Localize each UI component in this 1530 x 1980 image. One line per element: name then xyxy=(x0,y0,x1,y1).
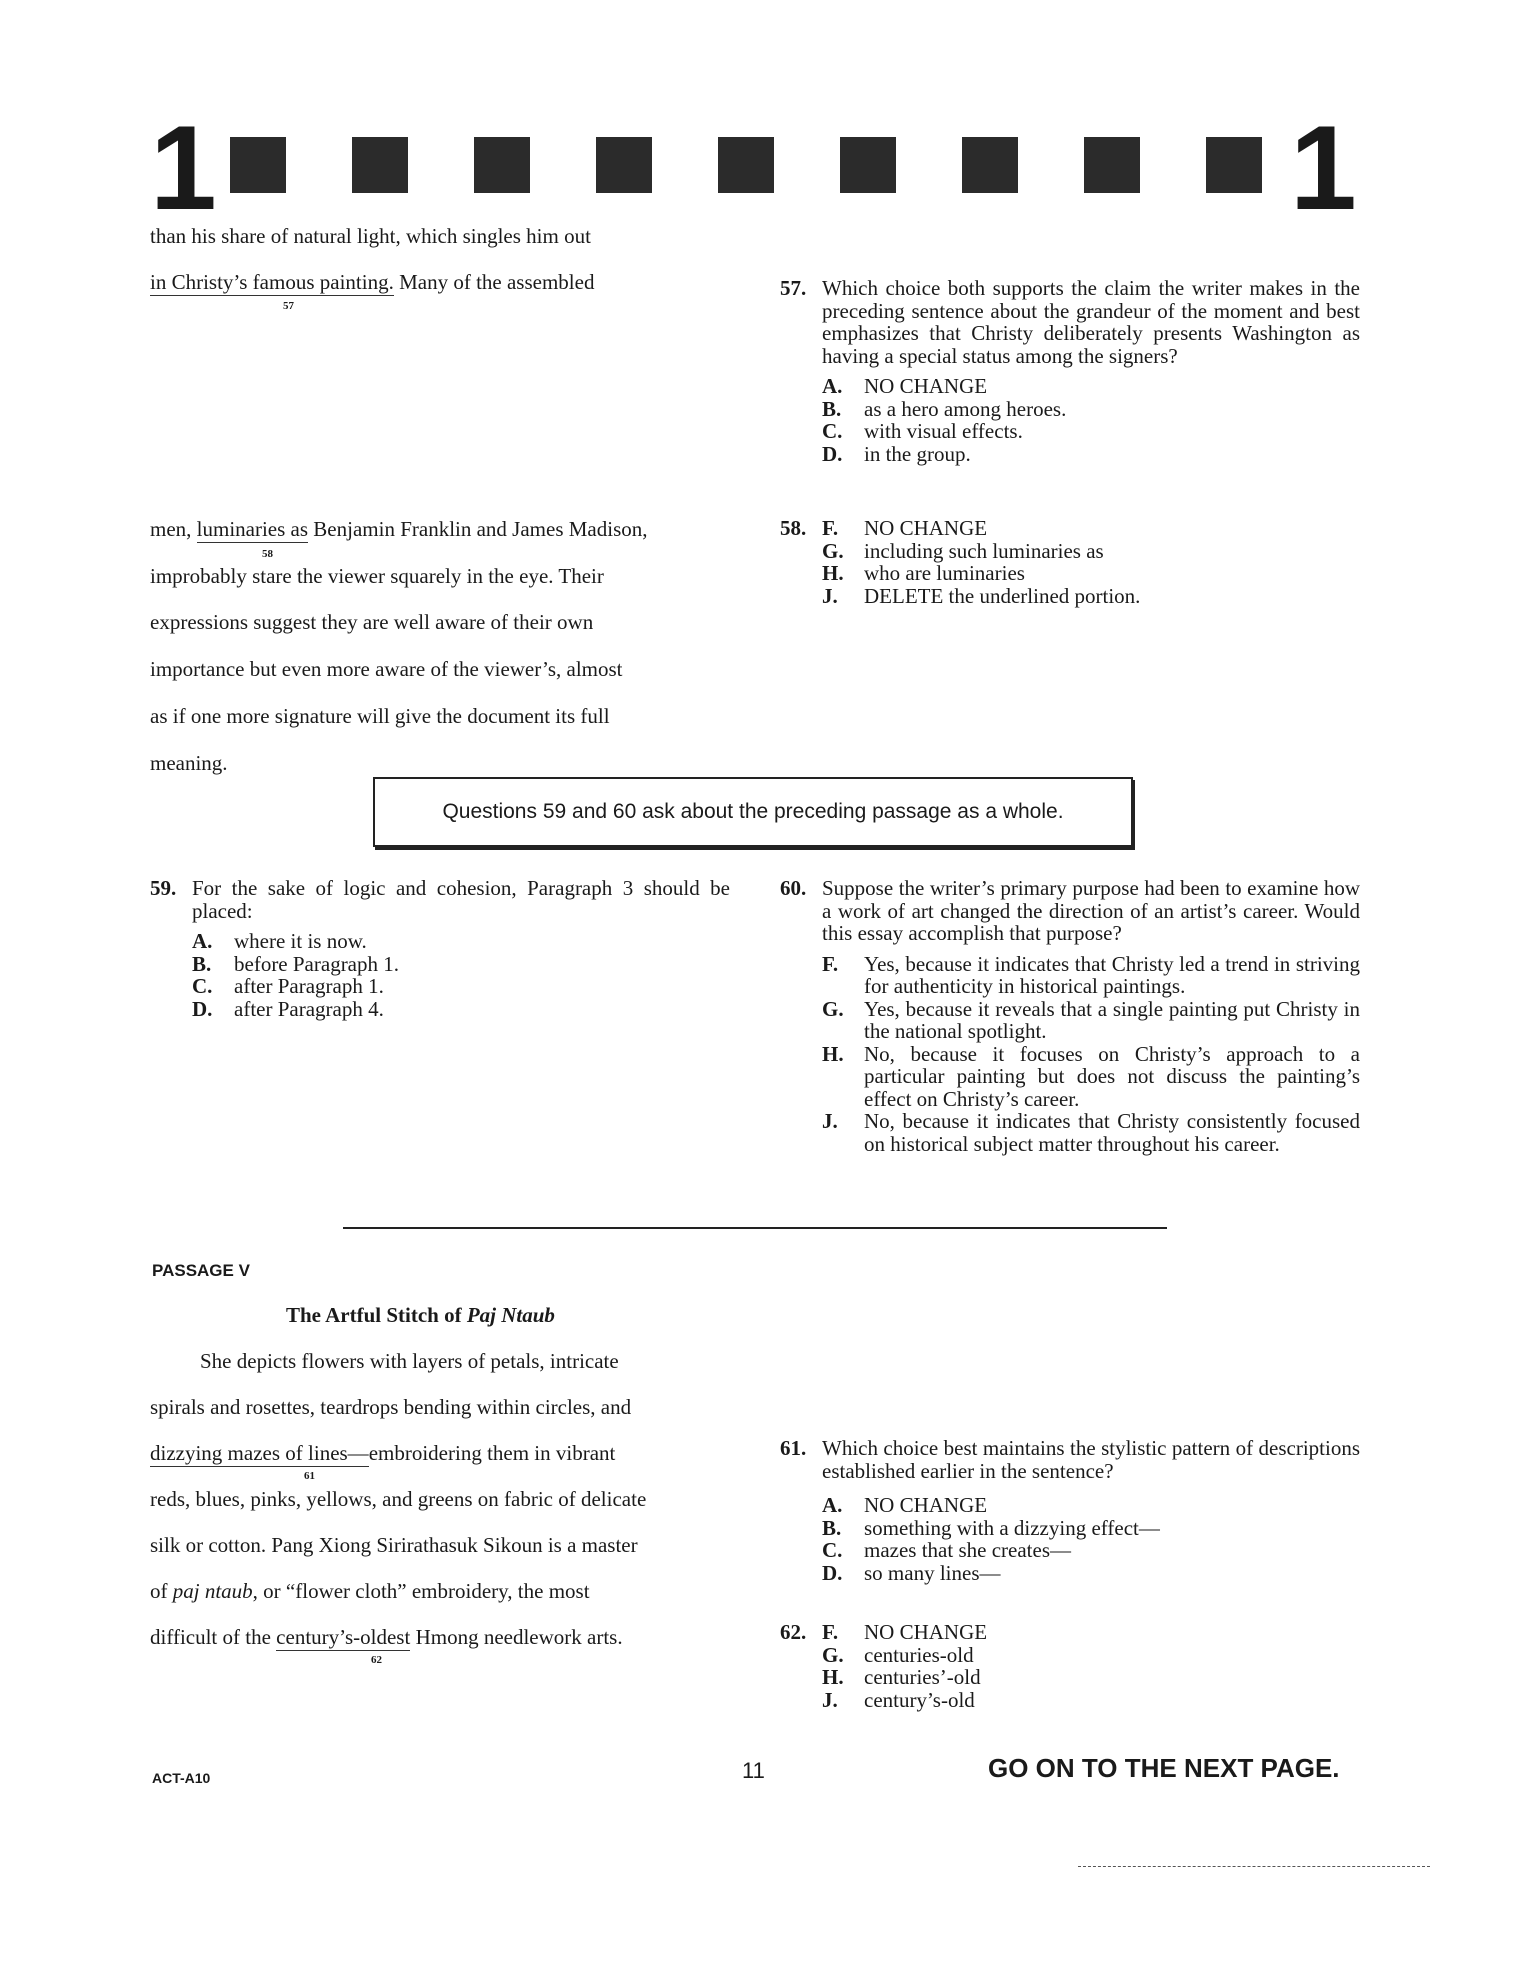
option-text: No, because it indicates that Christy consistently focused on historical subject matter throughout his career. xyxy=(864,1109,1360,1156)
question-60 xyxy=(780,877,1360,1155)
question-62 xyxy=(780,1621,1360,1711)
option-letter: B. xyxy=(822,396,842,421)
answer-options xyxy=(822,517,1360,607)
option-letter: B. xyxy=(822,1515,842,1540)
option-letter: A. xyxy=(192,929,213,953)
question-marker-62: 62 xyxy=(371,1654,382,1666)
passage-title xyxy=(286,1303,555,1328)
answer-option-b[interactable] xyxy=(822,398,1360,421)
answer-option-f[interactable] xyxy=(822,517,1360,540)
answer-option-g[interactable] xyxy=(822,540,1360,563)
option-letter: G. xyxy=(822,538,844,563)
go-on-notice: GO ON TO THE NEXT PAGE. xyxy=(988,1753,1340,1783)
option-letter: J. xyxy=(822,1687,838,1712)
header-square xyxy=(230,137,286,193)
question-stem: Which choice best maintains the stylistic pattern of descriptions established earlier in the sentence? xyxy=(822,1436,1360,1483)
answer-options xyxy=(822,953,1360,1156)
option-letter: F. xyxy=(822,1620,839,1644)
line-text: Benjamin Franklin and James Madison, xyxy=(308,517,648,541)
section-number-left: 1 xyxy=(150,101,217,235)
header-square xyxy=(596,137,652,193)
footer-rule xyxy=(1078,1866,1430,1867)
line-text: embroidering them in vibrant xyxy=(368,1441,616,1465)
answer-option-f[interactable] xyxy=(822,1621,1360,1644)
answer-option-g[interactable] xyxy=(822,1644,1360,1667)
question-57 xyxy=(780,277,1360,465)
question-number: 58. xyxy=(780,516,807,540)
passage-line xyxy=(150,1625,623,1649)
passage-line: She depicts flowers with layers of petals, intricate xyxy=(200,1349,619,1373)
passage-line: meaning. xyxy=(150,751,228,775)
question-number: 59. xyxy=(150,876,177,900)
option-text: Yes, because it reveals that a single painting put Christy in the national spotlight. xyxy=(864,996,1360,1043)
passage-line xyxy=(150,1441,615,1465)
title-italic: Paj Ntaub xyxy=(466,1303,555,1327)
header-square xyxy=(718,137,774,193)
page-number: 11 xyxy=(742,1758,765,1783)
question-stem: For the sake of logic and cohesion, Paragraph 3 should be placed: xyxy=(192,876,730,923)
passage-line: expressions suggest they are well aware of their own xyxy=(150,610,594,634)
header-square xyxy=(962,137,1018,193)
question-marker-57: 57 xyxy=(283,300,294,312)
answer-option-d[interactable] xyxy=(192,998,730,1021)
question-number: 57. xyxy=(780,276,807,300)
passage-label: PASSAGE V xyxy=(152,1261,250,1280)
form-code: ACT-A10 xyxy=(152,1770,211,1786)
option-text: including such luminaries as xyxy=(864,538,1104,563)
option-text: century’s-old xyxy=(864,1687,975,1712)
italic-term: paj ntaub xyxy=(172,1579,253,1603)
option-letter: H. xyxy=(822,561,844,585)
line-text: of xyxy=(150,1579,173,1603)
passage-line: importance but even more aware of the viewer’s, almost xyxy=(150,657,623,681)
passage-line: spirals and rosettes, teardrops bending within circles, and xyxy=(150,1395,632,1419)
line-text: , or “flower cloth” embroidery, the most xyxy=(252,1579,590,1603)
option-text: NO CHANGE xyxy=(864,1493,988,1517)
option-text: before Paragraph 1. xyxy=(234,951,400,976)
option-letter: J. xyxy=(822,583,838,608)
line-text: difficult of the xyxy=(150,1625,277,1649)
answer-option-a[interactable] xyxy=(192,930,730,953)
answer-option-b[interactable] xyxy=(822,1517,1360,1540)
underlined-portion-62: century’s-oldest xyxy=(276,1625,411,1649)
title-text: The Artful Stitch of xyxy=(286,1303,467,1327)
option-letter: D. xyxy=(822,1560,843,1585)
header-square xyxy=(474,137,530,193)
question-number: 61. xyxy=(780,1436,807,1460)
question-stem: Which choice both supports the claim the writer makes in the preceding sentence about the grandeur of the moment and best emphasizes that Christy deliberately presents Washington as having a special status among the signers? xyxy=(822,276,1360,368)
option-text: centuries-old xyxy=(864,1642,974,1667)
header-square xyxy=(1206,137,1262,193)
passage-line: improbably stare the viewer squarely in the eye. Their xyxy=(150,564,604,588)
option-text: after Paragraph 1. xyxy=(234,974,384,998)
option-text: Yes, because it indicates that Christy led a trend in striving for authenticity in historical paintings. xyxy=(864,951,1360,998)
answer-option-d[interactable] xyxy=(822,1562,1360,1585)
question-marker-61: 61 xyxy=(304,1470,315,1482)
option-text: mazes that she creates— xyxy=(864,1538,1071,1562)
option-letter: A. xyxy=(822,374,843,398)
option-text: as a hero among heroes. xyxy=(864,396,1067,421)
option-letter: J. xyxy=(822,1109,838,1133)
answer-options xyxy=(822,1494,1360,1584)
answer-options xyxy=(192,930,730,1020)
option-text: centuries’-old xyxy=(864,1665,981,1689)
option-letter: D. xyxy=(192,996,213,1021)
passage-line xyxy=(150,517,648,541)
option-text: where it is now. xyxy=(234,929,367,953)
passage-line: reds, blues, pinks, yellows, and greens on fabric of delicate xyxy=(150,1487,647,1511)
answer-option-a[interactable] xyxy=(822,375,1360,398)
answer-option-d[interactable] xyxy=(822,443,1360,466)
option-text: No, because it focuses on Christy’s approach to a particular painting but does not discuss the painting’s effect on Christy’s career. xyxy=(864,1041,1360,1111)
underlined-portion-58: luminaries as xyxy=(196,517,309,541)
answer-options xyxy=(822,1621,1360,1711)
header-square xyxy=(1084,137,1140,193)
passage-line xyxy=(150,1579,590,1603)
answer-option-c[interactable] xyxy=(192,975,730,998)
option-letter: H. xyxy=(822,1041,844,1066)
answer-option-h[interactable] xyxy=(822,1666,1360,1689)
option-letter: A. xyxy=(822,1493,843,1517)
option-text: NO CHANGE xyxy=(864,374,988,398)
section-divider xyxy=(343,1227,1167,1229)
passage-line: silk or cotton. Pang Xiong Sirirathasuk Sikoun is a master xyxy=(150,1533,638,1557)
question-58 xyxy=(780,517,1360,607)
option-text: DELETE the underlined portion. xyxy=(864,583,1141,608)
line-text: men, xyxy=(150,517,197,541)
answer-option-h[interactable] xyxy=(822,562,1360,585)
option-letter: H. xyxy=(822,1665,844,1689)
answer-option-c[interactable] xyxy=(822,420,1360,443)
question-stem: Suppose the writer’s primary purpose had been to examine how a work of art changed the direction of an artist’s career. Would this essay accomplish that purpose? xyxy=(822,876,1360,945)
question-59 xyxy=(150,877,730,1020)
header-square xyxy=(840,137,896,193)
option-text: something with a dizzying effect— xyxy=(864,1515,1160,1540)
passage-line xyxy=(150,224,591,248)
option-text: so many lines— xyxy=(864,1560,1001,1585)
question-marker-58: 58 xyxy=(262,548,273,560)
option-letter: F. xyxy=(822,951,839,976)
option-letter: C. xyxy=(192,974,213,998)
underlined-portion-61: dizzying mazes of lines— xyxy=(150,1441,369,1465)
answer-option-h[interactable] xyxy=(822,1043,1360,1111)
answer-option-j[interactable] xyxy=(822,1689,1360,1712)
question-number: 60. xyxy=(780,876,807,900)
option-text: after Paragraph 4. xyxy=(234,996,384,1021)
option-letter: G. xyxy=(822,996,844,1021)
answer-option-g[interactable] xyxy=(822,998,1360,1043)
answer-option-j[interactable] xyxy=(822,1110,1360,1155)
answer-option-a[interactable] xyxy=(822,1494,1360,1517)
passage-line xyxy=(150,270,594,294)
option-letter: B. xyxy=(192,951,212,976)
answer-option-f[interactable] xyxy=(822,953,1360,998)
option-text: with visual effects. xyxy=(864,419,1023,443)
option-text: NO CHANGE xyxy=(864,1620,988,1644)
header-square xyxy=(352,137,408,193)
option-letter: F. xyxy=(822,516,839,540)
option-letter: C. xyxy=(822,419,843,443)
line-text: Many of the assembled xyxy=(393,270,595,294)
option-text: who are luminaries xyxy=(864,561,1025,585)
line-text: Hmong needlework arts. xyxy=(410,1625,623,1649)
line-text: than his share of natural light, which singles him out xyxy=(150,224,591,248)
question-number: 62. xyxy=(780,1620,807,1644)
underlined-portion-57: in Christy’s famous painting. xyxy=(150,270,394,294)
passage-line: as if one more signature will give the document its full xyxy=(150,704,610,728)
option-text: in the group. xyxy=(864,441,971,466)
option-text: NO CHANGE xyxy=(864,516,988,540)
answer-options xyxy=(822,375,1360,465)
answer-option-c[interactable] xyxy=(822,1539,1360,1562)
notice-box: Questions 59 and 60 ask about the preceding passage as a whole. xyxy=(373,777,1133,847)
option-letter: D. xyxy=(822,441,843,466)
option-letter: C. xyxy=(822,1538,843,1562)
answer-option-b[interactable] xyxy=(192,953,730,976)
option-letter: G. xyxy=(822,1642,844,1667)
answer-option-j[interactable] xyxy=(822,585,1360,608)
section-number-right: 1 xyxy=(1290,101,1357,235)
question-61 xyxy=(780,1437,1360,1584)
